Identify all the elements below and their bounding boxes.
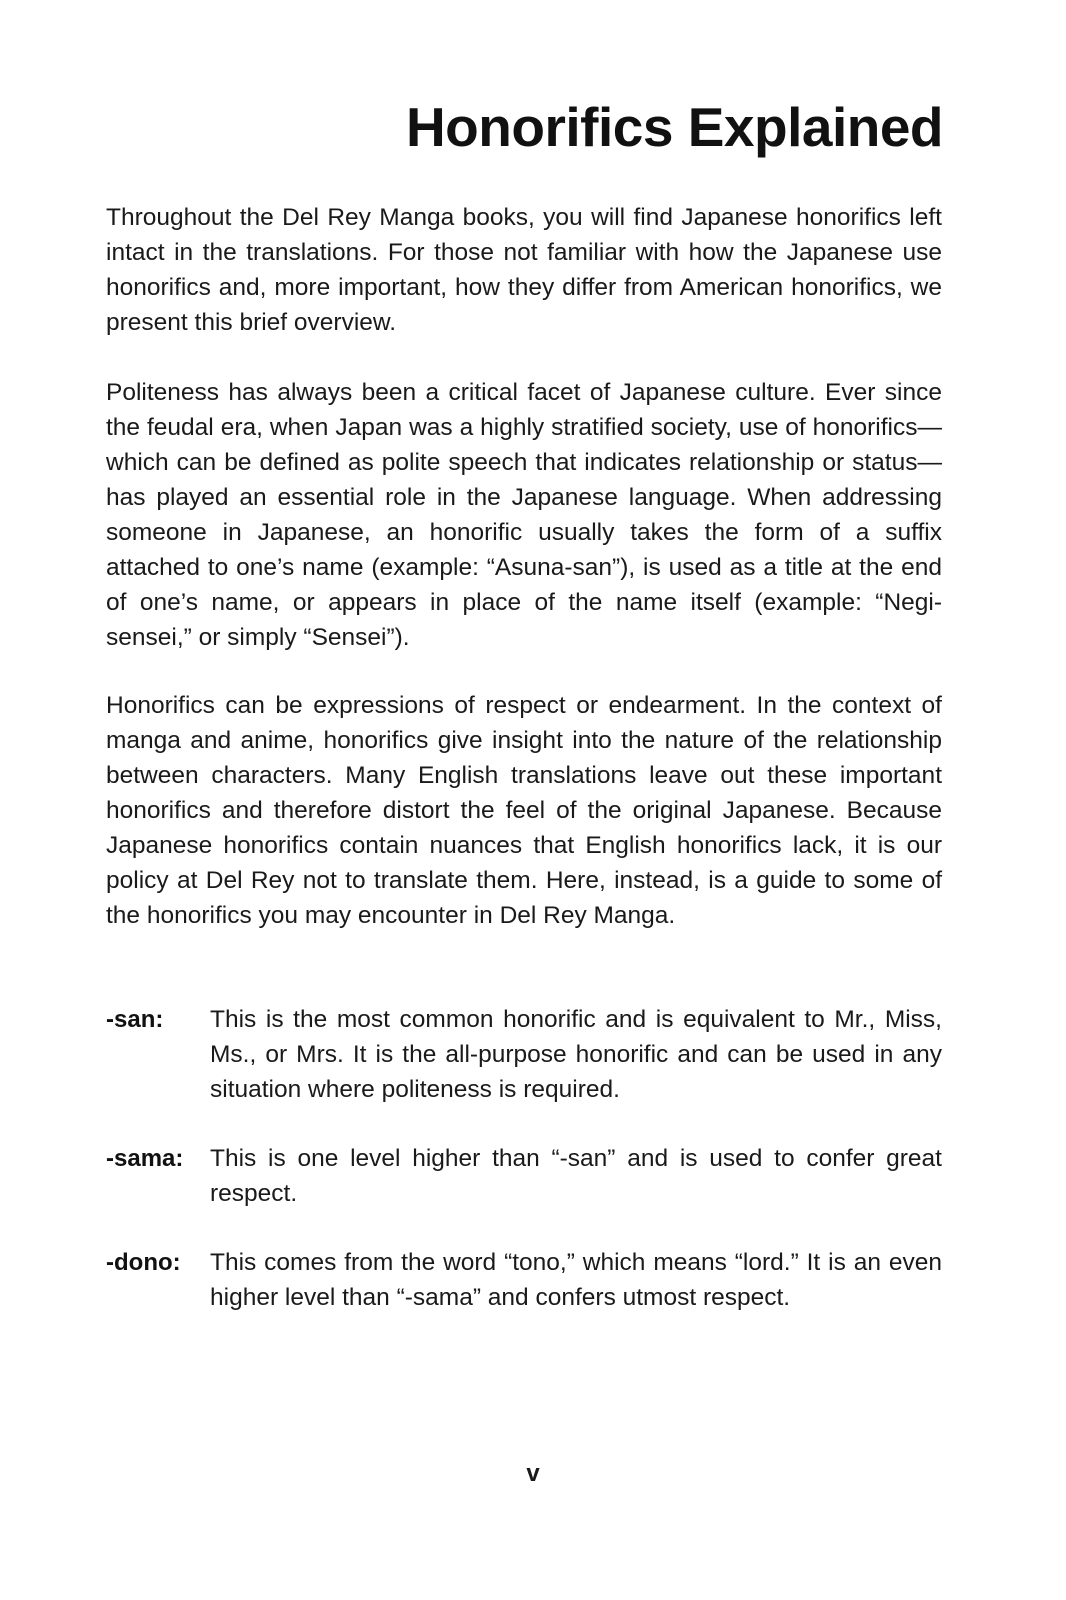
glossary-definition: This is the most common honorific and is equivalent to Mr., Miss, Ms., or Mrs. It is the all-purpose honorific and can be used in any situation where politeness is required.	[210, 1006, 942, 1103]
page-number: v	[526, 1460, 540, 1487]
glossary-term: -dono:	[106, 1249, 181, 1276]
glossary-entry-sama	[106, 1141, 942, 1211]
honorifics-glossary	[106, 1002, 942, 1349]
intro-paragraph: Throughout the Del Rey Manga books, you will find Japanese honorifics left intact in the translations. For those not familiar with how the Japanese use honorifics and, more important, how they differ from American honorifics, we present this brief overview.	[106, 204, 942, 336]
glossary-term: -san:	[106, 1006, 164, 1033]
politeness-paragraph: Politeness has always been a critical facet of Japanese culture. Ever since the feudal era, when Japan was a highly stratified society, use of honorifics—which can be defined as polite speech that indicates relationship or status—has played an essential role in the Japanese language. When addressing someone in Japanese, an honorific usually takes the form of a suffix attached to one’s name (example: “Asuna-san”), is used as a title at the end of one’s name, or appears in place of the name itself (example: “Negi-sensei,” or simply “Sensei”).	[106, 379, 942, 651]
glossary-term: -sama:	[106, 1145, 184, 1172]
page-title: Honorifics Explained	[405, 96, 943, 158]
glossary-definition: This is one level higher than “-san” and is used to confer great respect.	[210, 1145, 942, 1207]
glossary-entry-dono	[106, 1245, 942, 1315]
glossary-definition: This comes from the word “tono,” which means “lord.” It is an even higher level than “-sama” and confers utmost respect.	[210, 1249, 942, 1311]
glossary-entry-san	[106, 1002, 942, 1107]
expressions-paragraph: Honorifics can be expressions of respect or endearment. In the context of manga and anime, honorifics give insight into the nature of the relationship between characters. Many English translations leave out these important honorifics and therefore distort the feel of the original Japanese. Because Japanese honorifics contain nuances that English honorifics lack, it is our policy at Del Rey not to translate them. Here, instead, is a guide to some of the honorifics you may encounter in Del Rey Manga.	[106, 692, 942, 929]
